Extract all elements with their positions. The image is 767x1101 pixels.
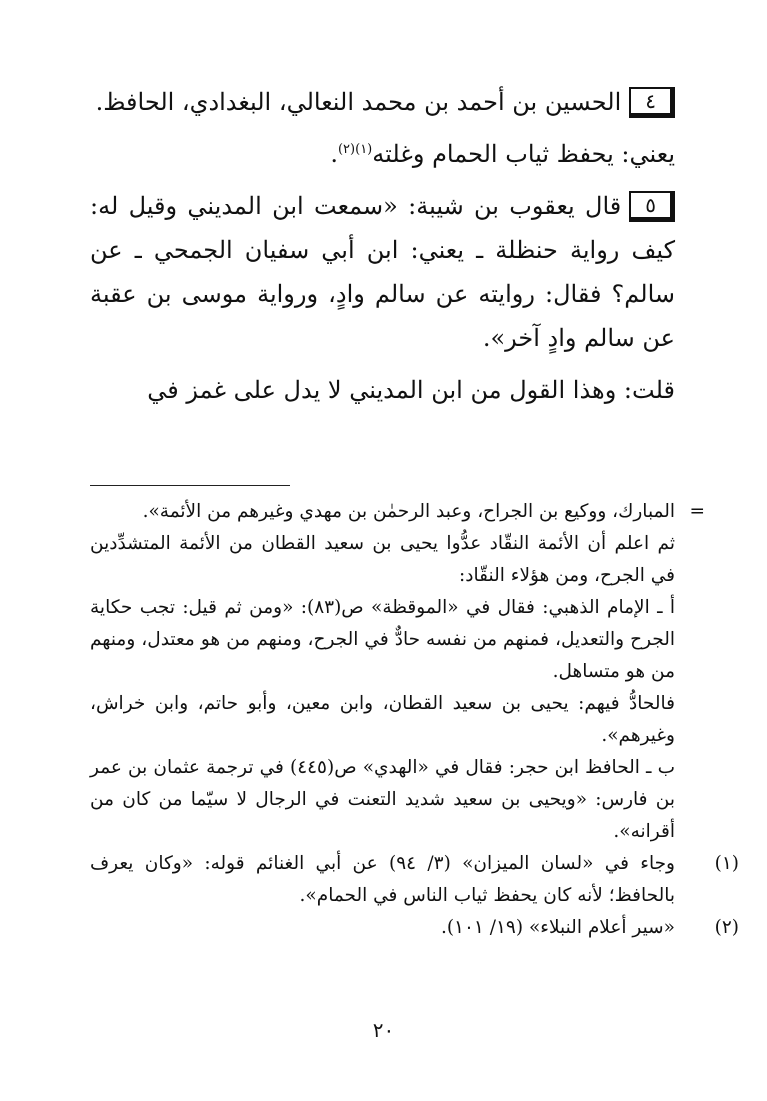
footnote-text: المبارك، ووكيع بن الجراح، وعبد الرحمٰن بن مهدي وغيرهم من الأئمة». xyxy=(142,501,675,522)
comment-paragraph xyxy=(90,368,675,412)
footnote-2 xyxy=(90,912,739,944)
footnote-number: (٢) xyxy=(714,917,739,938)
footnote-divider xyxy=(90,485,290,486)
footnote-1 xyxy=(90,848,739,912)
entry-5 xyxy=(90,184,675,360)
entry-4 xyxy=(90,80,675,124)
footnote-continuation-line xyxy=(90,752,675,848)
footnotes xyxy=(90,496,739,944)
footnote-text: وجاء في «لسان الميزان» (٣/ ٩٤) عن أبي الغنائم قوله: «وكان يعرف بالحافظ؛ لأنه كان يحفظ ثياب الناس في الحمام». xyxy=(90,853,675,906)
entry-5-text: قال يعقوب بن شيبة: «سمعت ابن المديني وقيل له: كيف رواية حنظلة ـ يعني: ابن أبي سفيان الجمحي ـ عن سالم؟ فقال: روايته عن سالم وادٍ، ورواية موسى بن عقبة عن سالم وادٍ آخر». xyxy=(90,192,675,352)
explanation-end: . xyxy=(330,140,338,168)
comment-text: قلت: وهذا القول من ابن المديني لا يدل على غمز في xyxy=(147,376,675,404)
explanation-text: يعني: يحفظ ثياب الحمام وغلته xyxy=(372,140,675,168)
footnote-text: ثم اعلم أن الأئمة النقّاد عدُّوا يحيى بن سعيد القطان من الأئمة المتشدِّدين في الجرح، ومن هؤلاء النقّاد: xyxy=(90,533,675,586)
footnote-continuation-line xyxy=(90,528,675,592)
page-number: ٢٠ xyxy=(372,1018,395,1042)
explanation xyxy=(90,132,675,176)
continuation-mark: = xyxy=(689,501,705,522)
entry-number-box: ٤ xyxy=(629,87,675,118)
footnote-text: «سير أعلام النبلاء» (١٩/ ١٠١). xyxy=(440,917,675,938)
entry-4-text: الحسين بن أحمد بن محمد النعالي، البغدادي، الحافظ. xyxy=(95,88,622,116)
footnote-continuation-line xyxy=(90,592,675,688)
footnote-text: أ ـ الإمام الذهبي: فقال في «الموقظة» ص(٨٣): «ومن ثم قيل: تجب حكاية الجرح والتعديل، فمنهم من نفسه حادٌّ في الجرح، ومنهم من هو معتدل، ومنهم من هو متساهل. xyxy=(90,597,676,682)
footnote-text: ب ـ الحافظ ابن حجر: فقال في «الهدي» ص(٤٤٥) في ترجمة عثمان بن عمر بن فارس: «ويحيى بن سعيد شديد التعنت في الرجال لا سيّما من كان من أقرانه». xyxy=(90,757,675,842)
footnote-refs: (١)(٢) xyxy=(337,142,373,157)
main-text xyxy=(90,80,675,412)
entry-number-box: ٥ xyxy=(629,191,675,222)
footnote-continuation-line xyxy=(90,688,675,752)
footnote-continuation-line xyxy=(90,496,705,528)
footnote-number: (١) xyxy=(714,853,739,874)
footnote-text: فالحادُّ فيهم: يحيى بن سعيد القطان، وابن معين، وأبو حاتم، وابن خراش، وغيرهم». xyxy=(90,693,675,746)
